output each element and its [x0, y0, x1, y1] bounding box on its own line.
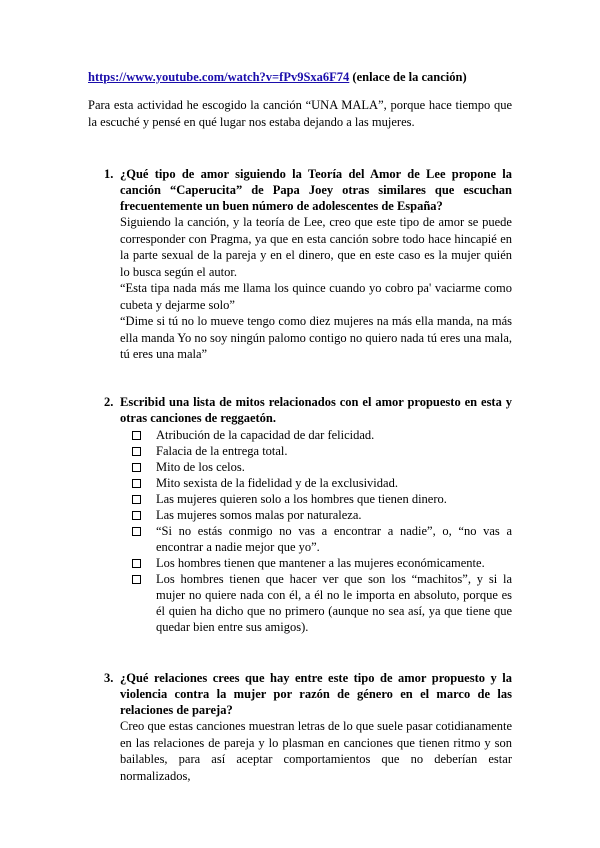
checkbox-bullet-icon [132, 479, 141, 488]
question-1-quote-1: “Esta tipa nada más me llama los quince cuando yo cobro pa' vaciarme como cubeta y dejarme solo” [120, 281, 512, 312]
question-1-title: ¿Qué tipo de amor siguiendo la Teoría del Amor de Lee propone la canción “Caperucita” de Papa Joey otras similares que escuchan frecuentemente un buen número de adolescentes de España? [120, 167, 512, 213]
link-suffix: (enlace de la canción) [349, 70, 467, 84]
checkbox-bullet-icon [132, 495, 141, 504]
list-item: Las mujeres quieren solo a los hombres que tienen dinero. [156, 491, 512, 507]
checkbox-bullet-icon [132, 447, 141, 456]
list-item: “Si no estás conmigo no vas a encontrar a nadie”, o, “no vas a encontrar a nadie mejor que yo”. [156, 523, 512, 555]
checkbox-bullet-icon [132, 527, 141, 536]
checkbox-bullet-icon [132, 463, 141, 472]
youtube-link[interactable]: https://www.youtube.com/watch?v=fPv9Sxa6F74 [88, 70, 350, 84]
checkbox-bullet-icon [132, 431, 141, 440]
question-3-answer: Creo que estas canciones muestran letras de lo que suele pasar cotidianamente en las relaciones de pareja y lo plasman en canciones que tienen ritmo y son bailables, para así aceptar comportamientos que no deberían estar normalizados, [120, 719, 512, 783]
list-item: Falacia de la entrega total. [156, 443, 512, 459]
list-item: Atribución de la capacidad de dar felicidad. [156, 427, 512, 443]
question-1-answer: Siguiendo la canción, y la teoría de Lee, creo que este tipo de amor se puede corresponder con Pragma, ya que en esta canción sobre todo hace hincapié en la parte sexual de la pareja y en el dinero, que en este caso es la mujer quién lo busca según el autor. [120, 215, 512, 279]
question-2-title: Escribid una lista de mitos relacionados con el amor propuesto en esta y otras canciones de reggaetón. [120, 395, 512, 425]
question-2-number: 2. [104, 395, 114, 409]
question-3 [88, 670, 512, 784]
question-3-number: 3. [104, 671, 114, 685]
myths-list [88, 427, 512, 635]
list-item: Los hombres tienen que mantener a las mujeres económicamente. [156, 555, 512, 571]
question-2 [88, 394, 512, 635]
intro-paragraph: Para esta actividad he escogido la canción “UNA MALA”, porque hace tiempo que la escuché y pensé en qué lugar nos estaba dejando a las mujeres. [88, 98, 512, 129]
list-item: Mito sexista de la fidelidad y de la exclusividad. [156, 475, 512, 491]
question-1 [88, 166, 512, 363]
checkbox-bullet-icon [132, 511, 141, 520]
list-item: Los hombres tienen que hacer ver que son los “machitos”, y si la mujer no quiere nada con él, a él no le importa en absoluto, porque es él quien ha dicho que no primero (aunque no sea así, ya que tiene que quedar bien entre sus amigos). [156, 571, 512, 635]
song-link-line [88, 70, 467, 85]
list-item: Las mujeres somos malas por naturaleza. [156, 507, 512, 523]
checkbox-bullet-icon [132, 559, 141, 568]
question-3-title: ¿Qué relaciones crees que hay entre este tipo de amor propuesto y la violencia contra la mujer por razón de género en el marco de las relaciones de pareja? [120, 671, 512, 717]
checkbox-bullet-icon [132, 575, 141, 584]
list-item: Mito de los celos. [156, 459, 512, 475]
question-1-quote-2: “Dime si tú no lo mueve tengo como diez mujeres na más ella manda, na más ella manda Yo no soy ningún palomo contigo no quiero nada tú eres una mala, tú eres una mala” [120, 314, 512, 361]
question-1-number: 1. [104, 167, 114, 181]
